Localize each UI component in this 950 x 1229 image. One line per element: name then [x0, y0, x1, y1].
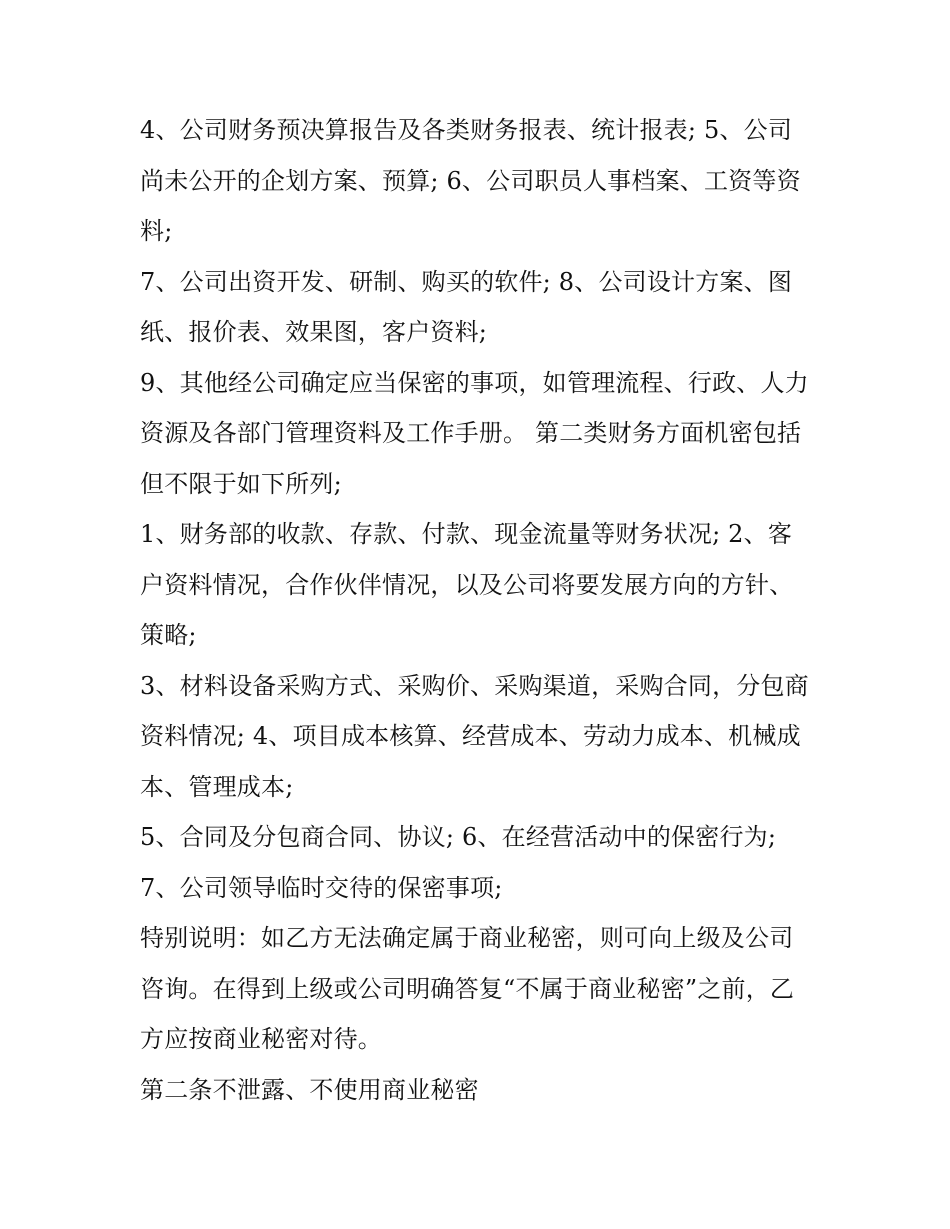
- section-heading: 第二条不泄露、不使用商业秘密: [140, 1075, 479, 1104]
- paragraph-5: 3、材料设备采购方式、采购价、采购渠道，采购合同，分包商资料情况; 4、项目成本核算、经营成本、劳动力成本、机械成本、管理成本;: [140, 671, 809, 801]
- paragraph-2: 7、公司出资开发、研制、购买的软件; 8、公司设计方案、图纸、报价表、效果图，客户资料;: [140, 267, 793, 346]
- paragraph-1: 4、公司财务预决算报告及各类财务报表、统计报表; 5、公司尚未公开的企划方案、预算; 6、公司职员人事档案、工资等资料;: [140, 116, 801, 245]
- paragraph-6: 5、合同及分包商合同、协议; 6、在经营活动中的保密行为;: [140, 823, 777, 851]
- paragraph-4: 1、财务部的收款、存款、付款、现金流量等财务状况; 2、客户资料情况，合作伙伴情况，以及公司将要发展方向的方针、策略;: [140, 520, 794, 649]
- document-body: [140, 105, 812, 1115]
- paragraph-7: 7、公司领导临时交待的保密事项;: [140, 873, 503, 902]
- paragraph-8: 特别说明：如乙方无法确定属于商业秘密，则可向上级及公司咨询。在得到上级或公司明确答复“不属于商业秘密”之前，乙方应按商业秘密对待。: [140, 924, 795, 1053]
- paragraph-3: 9、其他经公司确定应当保密的事项，如管理流程、行政、人力资源及各部门管理资料及工作手册。 第二类财务方面机密包括但不限于如下所列;: [140, 368, 809, 498]
